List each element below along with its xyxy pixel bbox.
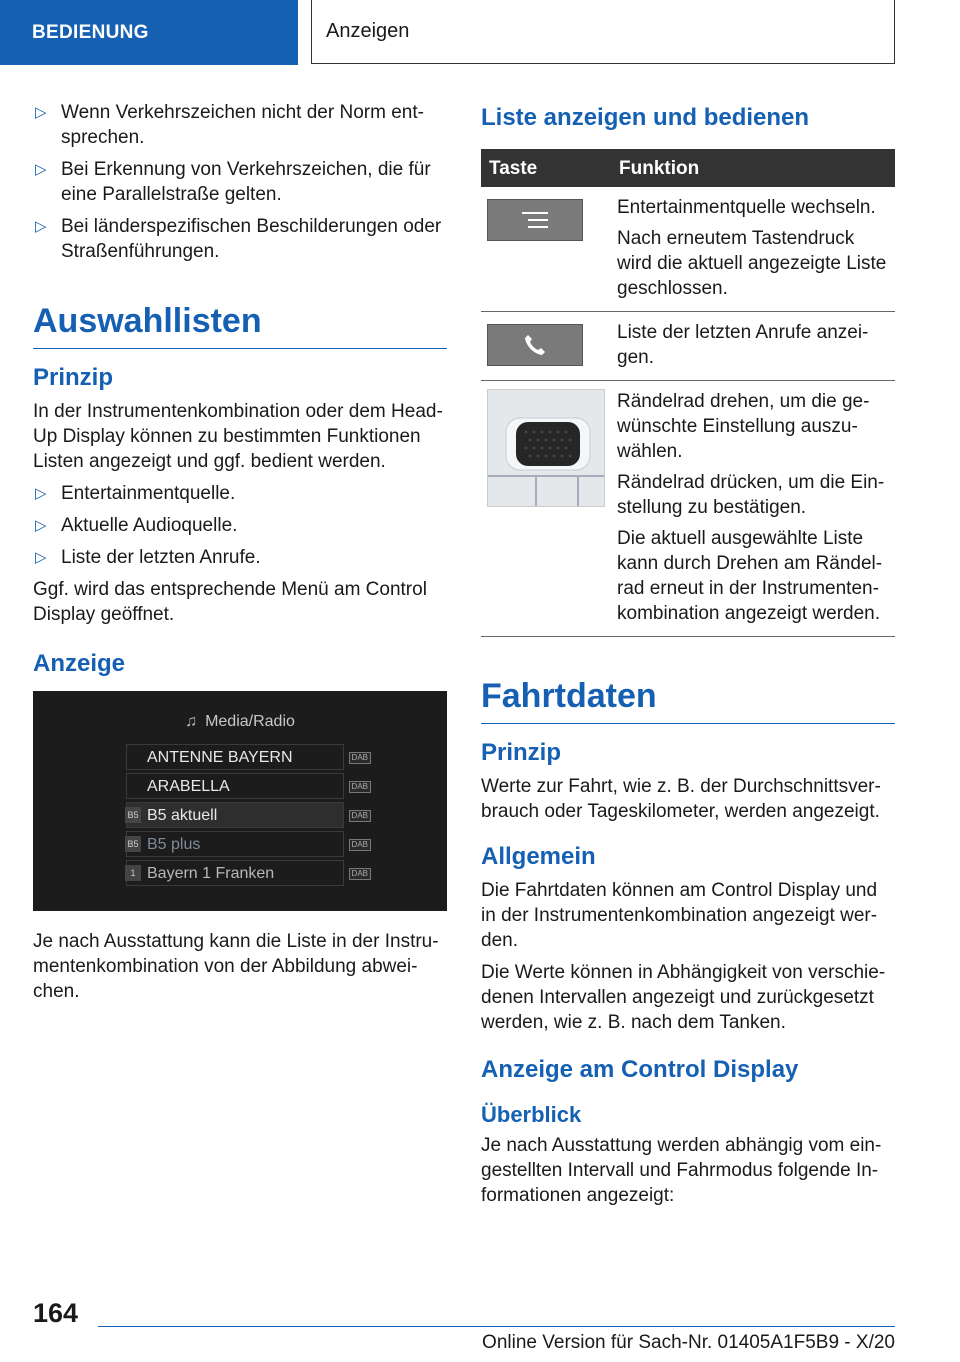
function-table (481, 149, 895, 637)
heading-ueberblick: Überblick (481, 1102, 582, 1127)
media-radio-screen-image (33, 691, 447, 911)
list-icon (487, 199, 583, 241)
header-chapter-label: Anzeigen (326, 20, 410, 42)
screen-list-item: B5 B5 plus DAB (126, 831, 344, 857)
ueberblick-text: Je nach Ausstattung werden abhängig vom ein‐gestellten Intervall und Fahrmodus folgende In‐formationen angezeigt: (481, 1135, 882, 1206)
table-header-taste: Taste (481, 149, 611, 187)
heading-auswahllisten: Auswahllisten (33, 300, 447, 349)
dab-badge-icon: DAB (349, 781, 371, 793)
anzeige-text: Je nach Ausstattung kann die Liste in der Instru‐mentenkombination von der Abbildung abwei‐chen. (33, 931, 439, 1002)
bullet-triangle-icon: ▷ (35, 485, 47, 502)
list-item: ▷ Entertainmentquelle. (35, 483, 236, 504)
phone-icon (487, 324, 583, 366)
left-column (33, 100, 447, 1011)
bullet-triangle-icon: ▷ (35, 161, 47, 178)
dab-badge-icon: DAB (349, 839, 371, 851)
prinzip-text: In der Instrumentenkombination oder dem Head-Up Display können zu bestimmten Funktionen Listen angezeigt und ggf. bedient werden. (33, 401, 443, 472)
screen-list-item: 1 Bayern 1 Franken DAB (126, 860, 344, 886)
list-item: ▷ Liste der letzten Anrufe. (35, 547, 261, 568)
prinzip-bullet-list (33, 481, 447, 570)
screen-list-item: ARABELLA DAB (126, 773, 344, 799)
heading-anzeige: Anzeige (33, 650, 126, 677)
bullet-triangle-icon: ▷ (35, 549, 47, 566)
table-row: Liste der letzten Anrufe anzei‐gen. (481, 312, 895, 381)
table-header-funktion: Funktion (611, 149, 895, 187)
media-radio-icon: ♫ (185, 713, 198, 730)
list-item: ▷ Bei länderspezifischen Beschilderungen oder Straßenführungen. (35, 216, 442, 262)
prinzip-text-2: Ggf. wird das entsprechende Menü am Control Display geöffnet. (33, 579, 427, 625)
allgemein-text-2: Die Werte können in Abhängigkeit von verschie‐denen Intervallen angezeigt und zurückgesetzt werden, wie z. B. nach dem Tanken. (481, 962, 886, 1033)
header-section-label: BEDIENUNG (32, 21, 149, 43)
station-logo-icon: B5 (125, 807, 141, 823)
footer-version-text: Online Version für Sach-Nr. 01405A1F5B9 - X/20 (482, 1332, 895, 1353)
header-section (0, 0, 298, 65)
screen-list-item: ANTENNE BAYERN DAB (126, 744, 344, 770)
header-chapter (311, 0, 895, 64)
heading-anzeige-control-display: Anzeige am Control Display (481, 1056, 799, 1083)
fahrtdaten-prinzip-text: Werte zur Fahrt, wie z. B. der Durchschnittsver‐brauch oder Tageskilometer, werden angezeigt. (481, 776, 881, 822)
bullet-triangle-icon: ▷ (35, 104, 47, 121)
list-item: ▷ Aktuelle Audioquelle. (35, 515, 238, 536)
station-logo-icon: B5 (125, 836, 141, 852)
page-number: 164 (33, 1298, 79, 1328)
intro-bullet-list (33, 100, 447, 264)
right-column (481, 100, 895, 1215)
station-logo-icon: 1 (125, 865, 141, 881)
heading-allgemein: Allgemein (481, 843, 596, 870)
footer-divider (98, 1326, 895, 1327)
table-header-row (481, 149, 895, 187)
allgemein-text-1: Die Fahrtdaten können am Control Display und in der Instrumentenkombination angezeigt wer‐den. (481, 880, 878, 951)
list-item: ▷ Bei Erkennung von Verkehrszeichen, die für eine Parallelstraße gelten. (35, 159, 431, 205)
thumbwheel-icon (487, 389, 605, 507)
bullet-triangle-icon: ▷ (35, 218, 47, 235)
heading-liste-anzeigen: Liste anzeigen und bedienen (481, 104, 810, 131)
dab-badge-icon: DAB (349, 810, 371, 822)
list-item: ▷ Wenn Verkehrszeichen nicht der Norm ent‐sprechen. (35, 102, 424, 148)
dab-badge-icon: DAB (349, 752, 371, 764)
heading-fahrtdaten: Fahrtdaten (481, 675, 895, 724)
table-row: Entertainmentquelle wechseln. Nach erneutem Tastendruck wird die aktuell angezeigte Liste geschlossen. (481, 187, 895, 312)
bullet-triangle-icon: ▷ (35, 517, 47, 534)
table-row: Rändelrad drehen, um die ge‐wünschte Einstellung auszu‐wählen. Rändelrad drücken, um die Ein‐stellung zu bestätigen. Die aktuell ausgewählte Liste kann durch Drehen am Rändel‐rad erneut in der Instrumenten‐kombination angezeigt werden. (481, 381, 895, 637)
screen-title: ♫ Media/Radio (33, 709, 447, 734)
screen-list-item: B5 B5 aktuell DAB (126, 802, 344, 828)
dab-badge-icon: DAB (349, 868, 371, 880)
heading-prinzip: Prinzip (33, 364, 114, 391)
heading-prinzip-2: Prinzip (481, 739, 562, 766)
